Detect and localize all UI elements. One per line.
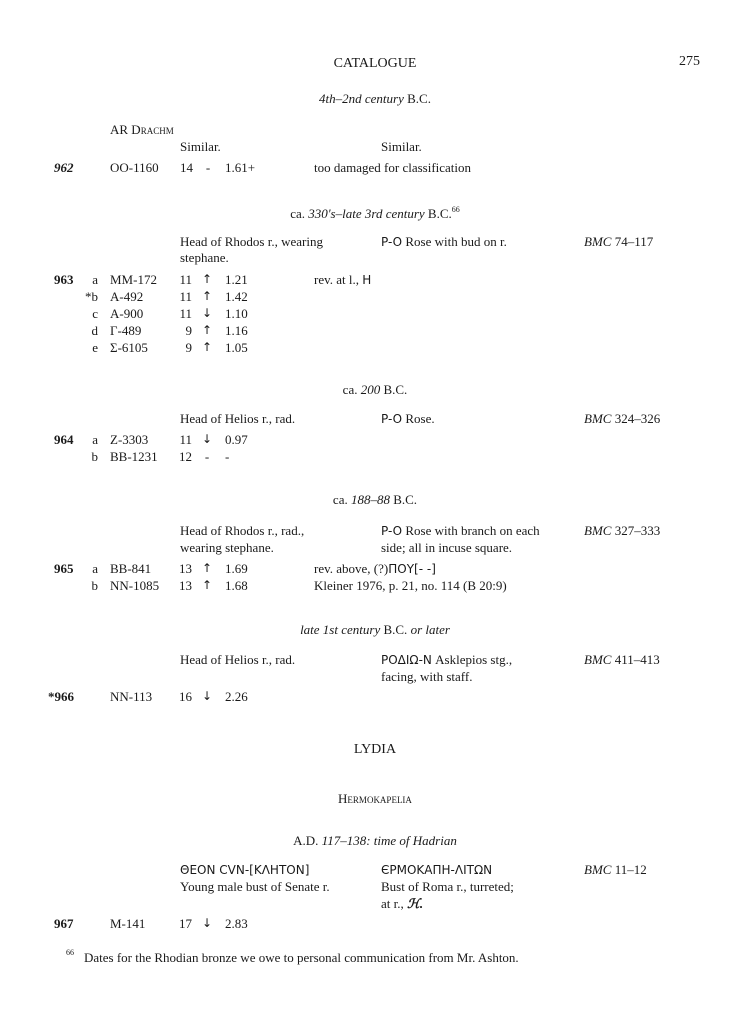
coin-note: rev. above, (?)ΠΟΥ[- -] <box>314 561 436 576</box>
coin-size: 13 <box>179 561 192 576</box>
section-date-3: ca. 200 B.C. <box>342 382 408 397</box>
coin-note: too damaged for classification <box>314 160 472 175</box>
die-axis-icon: ↑ <box>201 578 213 592</box>
reverse-description: Bust of Roma r., turreted; <box>381 879 514 894</box>
inventory-id: OO-1160 <box>110 160 159 175</box>
obverse-description: Head of Helios r., rad. <box>180 411 296 426</box>
variant-letter: b <box>91 449 98 464</box>
coin-size: 11 <box>179 289 192 304</box>
variant-letter: c <box>92 306 98 321</box>
bmc-reference: BMC 327–333 <box>584 523 661 538</box>
inventory-id: MM-172 <box>110 272 157 287</box>
section-date-1: 4th–2nd century B.C. <box>319 91 431 106</box>
section-date-4: ca. 188–88 B.C. <box>332 492 418 507</box>
die-axis-icon: ↓ <box>201 689 213 703</box>
inventory-id: Γ-489 <box>110 323 142 338</box>
coin-weight: 1.68 <box>225 578 248 593</box>
obverse-description-cont: stephane. <box>180 250 229 265</box>
variant-letter: b <box>91 578 98 593</box>
coin-weight: 2.26 <box>225 689 248 704</box>
inventory-id: NN-113 <box>110 689 153 704</box>
variant-letter: a <box>92 561 98 576</box>
footnote-ref-66: 66 <box>451 205 460 214</box>
bmc-reference: BMC 74–117 <box>584 234 654 249</box>
coin-weight: 1.10 <box>225 306 248 321</box>
coin-note: Kleiner 1976, p. 21, no. 114 (B 20:9) <box>314 578 507 593</box>
page-number: 275 <box>679 54 700 69</box>
die-axis-icon: ↓ <box>201 916 213 930</box>
region-heading: LYDIA <box>353 742 397 757</box>
die-axis-icon: ↓ <box>201 306 213 320</box>
inventory-id: A-492 <box>110 289 144 304</box>
die-axis-icon: ↑ <box>201 340 213 354</box>
obverse-description: Head of Rhodos r., rad., <box>180 523 305 538</box>
variant-letter: *b <box>85 289 98 304</box>
obverse-legend: ΘΕΟΝ CVN-[ΚΛΗΤΟΝ] <box>180 863 310 877</box>
coin-weight: 1.42 <box>225 289 248 304</box>
coin-size: 12 <box>179 449 192 464</box>
running-title: CATALOGUE <box>333 56 417 71</box>
obverse-description-cont: wearing stephane. <box>180 540 274 555</box>
reverse-description-cont: side; all in incuse square. <box>381 540 513 555</box>
city-heading: Hermokapelia <box>338 791 412 806</box>
monogram-icon: ℋ. <box>407 896 424 911</box>
denomination-heading: AR Drachm <box>110 122 174 137</box>
coin-weight: 2.83 <box>225 916 248 931</box>
inventory-id: BB-841 <box>110 561 152 576</box>
obverse-description: Young male bust of Senate r. <box>180 879 330 894</box>
coin-size: 11 <box>179 272 192 287</box>
reverse-legend: P-O <box>381 235 403 249</box>
coin-size: 9 <box>185 340 192 355</box>
inventory-id: NN-1085 <box>110 578 160 593</box>
coin-size: 16 <box>179 689 192 704</box>
reverse-description: P-O Rose with bud on r. <box>381 234 507 249</box>
die-axis-icon: ↓ <box>201 432 213 446</box>
coin-weight: 1.16 <box>225 323 248 338</box>
die-axis: - <box>204 449 210 464</box>
reverse-legend: ЄΡΜΟΚΑΠΗ-ΛΙΤΩΝ <box>381 863 493 877</box>
coin-weight: 1.61+ <box>225 160 256 175</box>
section-date-2: ca. 330's–late 3rd century B.C.$^{66}$ <box>290 205 460 221</box>
catalogue-number: 962 <box>54 160 74 175</box>
coin-size: 9 <box>185 323 192 338</box>
footnote-mark: 66 <box>66 948 74 957</box>
inventory-id: BB-1231 <box>110 449 158 464</box>
coin-size: 14 <box>180 160 193 175</box>
die-axis-icon: ↑ <box>201 272 213 286</box>
obverse-description: Head of Rhodos r., wearing <box>180 234 323 249</box>
coin-weight: 0.97 <box>225 432 248 447</box>
variant-letter: a <box>92 272 98 287</box>
obverse-description: Head of Helios r., rad. <box>180 652 296 667</box>
variant-letter: e <box>92 340 98 355</box>
die-axis-icon: ↑ <box>201 289 213 303</box>
coin-size: 11 <box>179 306 192 321</box>
inventory-id: Z-3303 <box>110 432 149 447</box>
coin-weight: 1.21 <box>225 272 248 287</box>
reverse-legend: ΡΟΔΙΩ-Ν <box>381 653 432 667</box>
section-date-5: late 1st century B.C. or later <box>300 622 450 637</box>
coin-note: rev. at l., H <box>314 272 372 287</box>
inventory-id: Σ-6105 <box>110 340 148 355</box>
catalogue-number: 965 <box>54 561 74 576</box>
reverse-description: P-O Rose. <box>381 411 435 426</box>
catalogue-number: 967 <box>54 916 74 931</box>
reverse-legend: P-O <box>381 524 403 538</box>
catalogue-number: 964 <box>54 432 74 447</box>
die-axis: - <box>205 160 211 175</box>
reverse-description-cont: facing, with staff. <box>381 669 473 684</box>
bmc-reference: BMC 324–326 <box>584 411 661 426</box>
catalogue-number: 963 <box>54 272 74 287</box>
inventory-id: M-141 <box>110 916 146 931</box>
coin-weight: 1.05 <box>225 340 248 355</box>
variant-letter: d <box>91 323 98 338</box>
coin-size: 11 <box>179 432 192 447</box>
reverse-description: Similar. <box>381 139 422 154</box>
reverse-description: P-O Rose with branch on each <box>381 523 540 538</box>
bmc-reference: BMC 411–413 <box>584 652 660 667</box>
bmc-reference: BMC 11–12 <box>584 862 647 877</box>
reverse-description-cont: at r., ℋ. <box>381 896 424 911</box>
coin-size: 13 <box>179 578 192 593</box>
obverse-description: Similar. <box>180 139 221 154</box>
inventory-id: A-900 <box>110 306 144 321</box>
variant-letter: a <box>92 432 98 447</box>
catalogue-number: *966 <box>48 689 74 704</box>
coin-weight: 1.69 <box>225 561 248 576</box>
coin-size: 17 <box>179 916 192 931</box>
reverse-legend: P-O <box>381 412 403 426</box>
coin-weight: - <box>225 449 230 464</box>
die-axis-icon: ↑ <box>201 561 213 575</box>
footnote-text: Dates for the Rhodian bronze we owe to personal communication from Mr. Ashton. <box>84 950 519 965</box>
die-axis-icon: ↑ <box>201 323 213 337</box>
reverse-description: ΡΟΔΙΩ-Ν Asklepios stg., <box>381 652 513 667</box>
section-date-6: A.D. 117–138: time of Hadrian <box>293 833 457 848</box>
